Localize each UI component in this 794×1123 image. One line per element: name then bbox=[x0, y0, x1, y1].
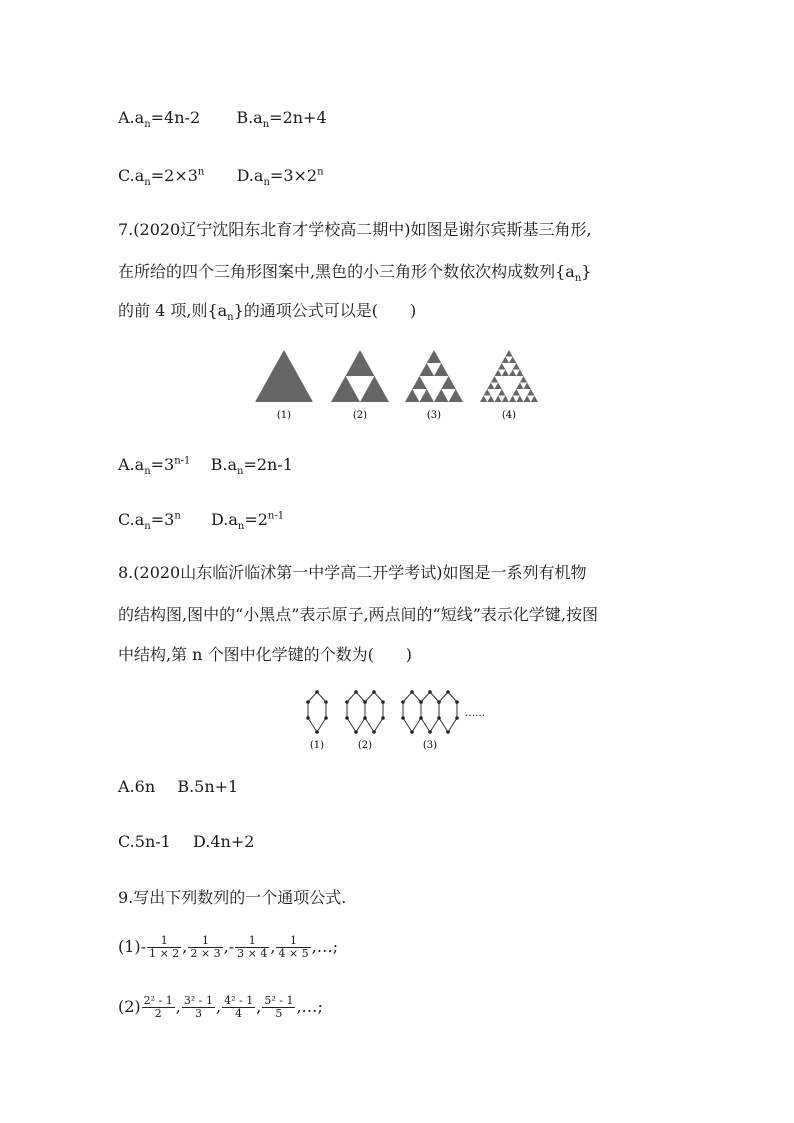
black-triangle bbox=[495, 383, 502, 390]
q6-option-c: $C.a_n=2\times 3^n$ bbox=[118, 166, 205, 189]
chemical-bond bbox=[347, 692, 356, 702]
q6-option-d: $D.a_n=3\times 2^n$ bbox=[236, 166, 324, 189]
hexagon-caption-1: (1) bbox=[309, 740, 325, 751]
black-triangle bbox=[420, 363, 435, 376]
q8-options-row-2 bbox=[118, 832, 254, 852]
fraction-term: $\frac{1}{3 \times 4}$ bbox=[237, 934, 268, 960]
chemical-bond bbox=[439, 692, 448, 702]
atom-dot bbox=[419, 716, 423, 720]
black-triangle bbox=[420, 389, 435, 402]
sierpinski-triangle-2 bbox=[331, 350, 389, 402]
atom-dot bbox=[455, 716, 459, 720]
black-triangle bbox=[502, 357, 509, 364]
atom-dot bbox=[354, 690, 358, 694]
black-triangle bbox=[516, 370, 523, 377]
sierpinski-figure bbox=[254, 348, 554, 423]
chemical-bond bbox=[448, 718, 457, 732]
sierpinski-caption-2: (2) bbox=[352, 410, 368, 421]
q9-part-1-tail: ,…; bbox=[311, 937, 339, 956]
black-triangle bbox=[498, 389, 505, 396]
q7-option-d: $D.a_n=2^{n-1}$ bbox=[210, 510, 285, 533]
black-triangle bbox=[427, 350, 442, 363]
chemical-bond bbox=[317, 718, 326, 732]
black-triangle bbox=[487, 396, 494, 403]
black-triangle bbox=[441, 376, 456, 389]
q8-options-row-1 bbox=[118, 777, 238, 797]
fraction-term: $\frac{1}{1 \times 2}$ bbox=[149, 934, 180, 960]
black-triangle bbox=[480, 396, 487, 403]
atom-dot bbox=[324, 716, 328, 720]
minus-sign: - bbox=[140, 937, 147, 956]
q8-stem-line-1: 8.(2020山东临沂临沭第一中学高二开学考试)如图是一系列有机物 bbox=[118, 563, 587, 582]
black-triangle bbox=[360, 376, 389, 402]
atom-dot bbox=[437, 700, 441, 704]
q8-stem-line-2: 的结构图,图中的“小黑点”表示原子,两点间的“短线”表示化学键,按图 bbox=[118, 605, 598, 624]
chemical-bond bbox=[421, 718, 430, 732]
q9-part-1 bbox=[118, 935, 338, 960]
chemical-bond bbox=[374, 718, 383, 732]
black-triangle bbox=[524, 383, 531, 390]
chemical-bond bbox=[356, 718, 365, 732]
black-triangle bbox=[495, 396, 502, 403]
atom-dot bbox=[354, 730, 358, 734]
black-triangle bbox=[412, 376, 427, 389]
atom-dot bbox=[401, 700, 405, 704]
black-triangle bbox=[524, 396, 531, 403]
q9-part-2-label: (2) bbox=[118, 997, 141, 1016]
atom-dot bbox=[372, 730, 376, 734]
q8-option-a: A.6n bbox=[118, 777, 156, 796]
atom-dot bbox=[455, 700, 459, 704]
black-triangle bbox=[513, 389, 520, 396]
q9-part-2-terms: $\frac{\text{2² - 1}}{2}$ , $\frac{\text{3² - 1}}{3}$ , $\frac{\text{4² - 1}}{4}$ , $\frac{\text{5² - 1}}{5}$ bbox=[143, 994, 294, 1020]
sierpinski-caption-4: (4) bbox=[501, 410, 517, 421]
fraction-term: $\frac{\text{3² - 1}}{3}$ bbox=[183, 994, 214, 1020]
chemical-bond bbox=[430, 718, 439, 732]
hexagon-caption-3: (3) bbox=[422, 740, 438, 751]
fraction-term: $\frac{1}{4 \times 5}$ bbox=[278, 934, 309, 960]
black-triangle bbox=[527, 389, 534, 396]
black-triangle bbox=[498, 363, 505, 370]
q9-title: 9.写出下列数列的一个通项公式. bbox=[118, 888, 347, 907]
chemical-bond bbox=[374, 692, 383, 702]
black-triangle bbox=[487, 383, 494, 390]
black-triangle bbox=[516, 396, 523, 403]
q8-option-d: D.4n+2 bbox=[193, 832, 255, 851]
atom-dot bbox=[324, 700, 328, 704]
atom-dot bbox=[306, 700, 310, 704]
hexagon-chain-2 bbox=[345, 690, 385, 734]
chemical-bond bbox=[347, 718, 356, 732]
black-triangle bbox=[509, 370, 516, 377]
atom-dot bbox=[372, 690, 376, 694]
hexagon-chain-figure bbox=[300, 688, 500, 753]
chemical-bond bbox=[356, 692, 365, 702]
sierpinski-triangles bbox=[255, 350, 538, 402]
black-triangle bbox=[516, 383, 523, 390]
atom-dot bbox=[437, 716, 441, 720]
q7-options-row-2 bbox=[118, 507, 284, 538]
black-triangle bbox=[346, 350, 375, 376]
q6-options-row-1 bbox=[118, 108, 327, 135]
sierpinski-caption-1: (1) bbox=[276, 410, 292, 421]
q9-part-2 bbox=[118, 995, 323, 1020]
q9-part-1-terms: - $\frac{1}{1 \times 2}$ , $\frac{1}{2 \times 3}$ ,- $\frac{1}{3 \times 4}$ , $\frac{1}{4 \times 5}$ bbox=[140, 934, 309, 960]
chemical-bond bbox=[412, 692, 421, 702]
black-triangle bbox=[513, 363, 520, 370]
q7-option-a: $A.a_n=3^{n-1}$ bbox=[118, 455, 191, 478]
sierpinski-caption-3: (3) bbox=[426, 410, 442, 421]
q7-option-c: $C.a_n=3^n$ bbox=[118, 510, 181, 533]
chemical-bond bbox=[317, 692, 326, 702]
black-triangle bbox=[491, 376, 498, 383]
hexagon-caption-2: (2) bbox=[357, 740, 373, 751]
atom-dot bbox=[446, 690, 450, 694]
atom-dot bbox=[446, 730, 450, 734]
atom-dot bbox=[381, 700, 385, 704]
atom-dot bbox=[428, 690, 432, 694]
chemical-bond bbox=[421, 692, 430, 702]
black-triangle bbox=[495, 370, 502, 377]
black-triangle bbox=[502, 370, 509, 377]
fraction-term: $\frac{\text{2² - 1}}{2}$ bbox=[143, 994, 173, 1020]
fraction-term: $\frac{\text{4² - 1}}{4}$ bbox=[224, 994, 254, 1020]
atom-dot bbox=[401, 716, 405, 720]
chemical-bond bbox=[412, 718, 421, 732]
q7-stem-line-3: 的前 4 项,则$\{a_n\}$的通项公式可以是( ) bbox=[118, 301, 417, 324]
black-triangle bbox=[405, 389, 420, 402]
atom-dot bbox=[381, 716, 385, 720]
black-triangle bbox=[449, 389, 464, 402]
hexagon-chain-1 bbox=[306, 690, 328, 734]
q8-stem-line-3: 中结构,第 n 个图中化学键的个数为( ) bbox=[118, 645, 413, 664]
atom-dot bbox=[410, 690, 414, 694]
q7-stem-line-1: 7.(2020辽宁沈阳东北育才学校高二期中)如图是谢尔宾斯基三角形, bbox=[118, 220, 592, 239]
atom-dot bbox=[315, 690, 319, 694]
atom-dot bbox=[363, 716, 367, 720]
sierpinski-triangle-3 bbox=[405, 350, 463, 402]
q7-stem-line-2: 在所给的四个三角形图案中,黑色的小三角形个数依次构成数列$\{a_n\}$ bbox=[118, 262, 592, 285]
q8-option-c: C.5n-1 bbox=[118, 832, 171, 851]
atom-dot bbox=[419, 700, 423, 704]
black-triangle bbox=[505, 350, 512, 357]
hexagon-chain-3 bbox=[401, 690, 459, 734]
q6-option-b: $B.a_n=2n+4$ bbox=[236, 108, 327, 131]
black-triangle bbox=[434, 363, 449, 376]
chemical-bond bbox=[403, 718, 412, 732]
sierpinski-triangle-1 bbox=[255, 350, 313, 402]
fraction-term: $\frac{\text{5² - 1}}{5}$ bbox=[264, 994, 294, 1020]
atom-dot bbox=[363, 700, 367, 704]
atom-dot bbox=[315, 730, 319, 734]
black-triangle bbox=[331, 376, 360, 402]
atom-dot bbox=[306, 716, 310, 720]
atom-dot bbox=[410, 730, 414, 734]
black-triangle bbox=[509, 357, 516, 364]
black-triangle bbox=[502, 396, 509, 403]
black-triangle bbox=[509, 396, 516, 403]
q9-part-2-tail: ,…; bbox=[296, 997, 323, 1016]
q6-options-row-2 bbox=[118, 163, 324, 194]
black-triangle bbox=[531, 396, 538, 403]
q7-options-row-1 bbox=[118, 452, 293, 483]
fraction-term: $\frac{1}{2 \times 3}$ bbox=[190, 934, 221, 960]
chemical-bond bbox=[448, 692, 457, 702]
q6-option-a: $A.a_n=4n-2$ bbox=[118, 108, 201, 131]
minus-sign: - bbox=[228, 937, 235, 956]
chemical-bond bbox=[365, 718, 374, 732]
atom-dot bbox=[428, 730, 432, 734]
q7-option-b: $B.a_n=2n-1$ bbox=[210, 455, 293, 478]
hexagon-chains bbox=[306, 690, 459, 734]
black-triangle bbox=[255, 350, 313, 402]
black-triangle bbox=[484, 389, 491, 396]
black-triangle bbox=[520, 376, 527, 383]
q8-option-b: B.5n+1 bbox=[177, 777, 239, 796]
atom-dot bbox=[345, 716, 349, 720]
chemical-bond bbox=[439, 718, 448, 732]
chemical-bond bbox=[403, 692, 412, 702]
sierpinski-triangle-4 bbox=[480, 350, 538, 402]
chemical-bond bbox=[365, 692, 374, 702]
chemical-bond bbox=[308, 692, 317, 702]
chemical-bond bbox=[430, 692, 439, 702]
atom-dot bbox=[345, 700, 349, 704]
hexagon-ellipsis: …… bbox=[465, 708, 485, 719]
chemical-bond bbox=[308, 718, 317, 732]
black-triangle bbox=[434, 389, 449, 402]
q9-part-1-label: (1) bbox=[118, 937, 141, 956]
